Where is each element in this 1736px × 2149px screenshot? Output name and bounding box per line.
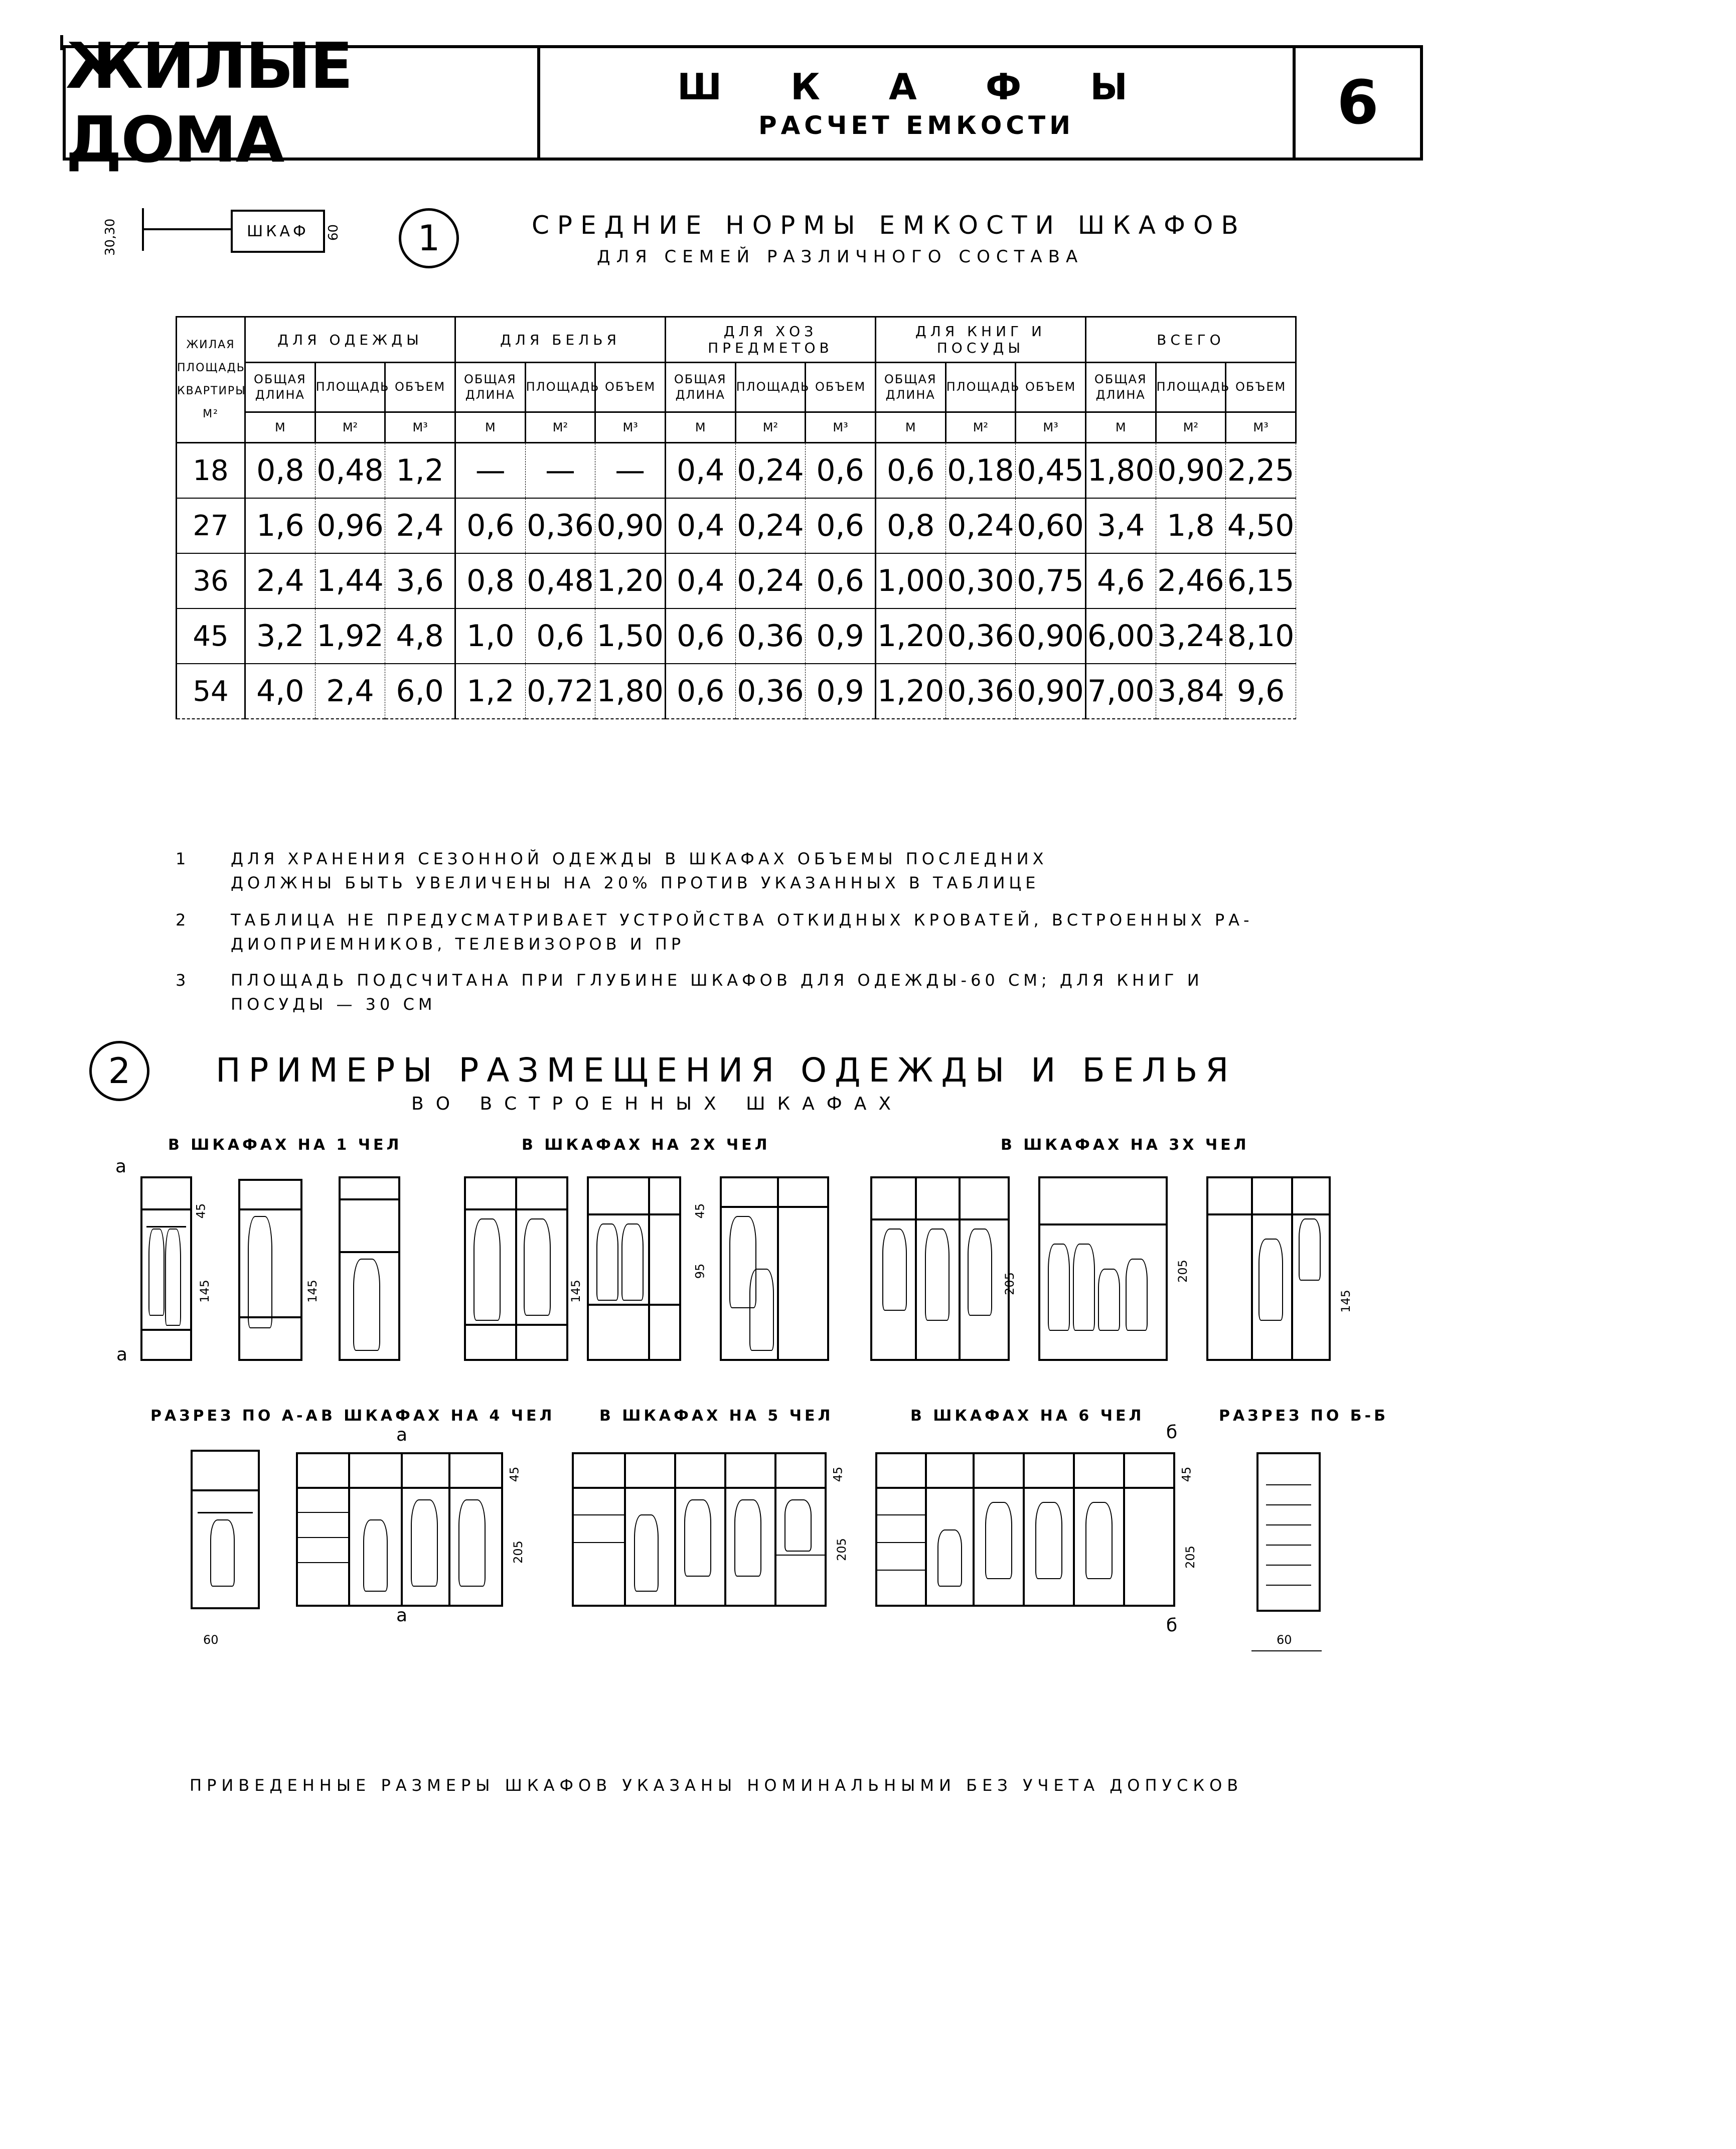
column-unit: М <box>665 412 735 443</box>
column-subheader: ПЛОЩАДЬ <box>525 363 595 412</box>
norms-table <box>176 316 1297 719</box>
legend-line <box>143 228 231 230</box>
document-title: ЖИЛЫЕ ДОМА <box>66 29 352 177</box>
table-cell: 3,24 <box>1156 608 1226 664</box>
table-cell: 0,4 <box>665 498 735 553</box>
note-line: ДЛЯ ХРАНЕНИЯ СЕЗОННОЙ ОДЕЖДЫ В ШКАФАХ ОБЪЕМЫ ПОСЛЕДНИХ <box>231 849 1048 868</box>
table-cell: 0,6 <box>806 498 876 553</box>
dim-145: 145 <box>568 1280 583 1303</box>
table-cell: 1,50 <box>595 608 666 664</box>
table-cell: 0,6 <box>525 608 595 664</box>
wardrobe-3c <box>1206 1176 1331 1361</box>
table-cell: 1,0 <box>455 608 525 664</box>
column-subheader: ОБЩАЯ ДЛИНА <box>455 363 525 412</box>
table-cell: 3,4 <box>1085 498 1156 553</box>
table-cell: 0,9 <box>806 608 876 664</box>
column-subheader: ПЛОЩАДЬ <box>735 363 806 412</box>
table-row <box>177 498 1296 553</box>
table-cell: 0,24 <box>945 498 1016 553</box>
note-line: ТАБЛИЦА НЕ ПРЕДУСМАТРИВАЕТ УСТРОЙСТВА ОТКИДНЫХ КРОВАТЕЙ, ВСТРОЕННЫХ РА- <box>231 910 1253 930</box>
row-area-cell: 36 <box>177 553 245 608</box>
table-cell: 1,2 <box>385 443 455 499</box>
section1-title: СРЕДНИЕ НОРМЫ ЕМКОСТИ ШКАФОВ <box>532 211 1246 240</box>
dim-60-a: 60 <box>203 1633 219 1647</box>
table-cell: 0,48 <box>315 443 385 499</box>
wardrobe-2a <box>464 1176 568 1361</box>
column-subheader: ОБЪЕМ <box>385 363 455 412</box>
section-cell <box>540 48 1296 158</box>
column-subheader: ОБЩАЯ ДЛИНА <box>245 363 315 412</box>
table-cell: 1,80 <box>595 664 666 719</box>
column-unit: М² <box>315 412 385 443</box>
table-cell: 6,00 <box>1085 608 1156 664</box>
table-cell: 1,20 <box>875 608 945 664</box>
column-unit: М <box>1085 412 1156 443</box>
wardrobe-6 <box>875 1452 1175 1607</box>
table-cell: 0,6 <box>665 664 735 719</box>
area-header-line: ЖИЛАЯ <box>186 338 235 351</box>
note-line: ДОЛЖНЫ БЫТЬ УВЕЛИЧЕНЫ НА 20% ПРОТИВ УКАЗАННЫХ В ТАБЛИЦЕ <box>231 873 1040 892</box>
table-cell: 1,20 <box>595 553 666 608</box>
table-cell: 8,10 <box>1226 608 1296 664</box>
table-cell: 4,8 <box>385 608 455 664</box>
group-header-clothes: ДЛЯ ОДЕЖДЫ <box>245 317 455 363</box>
page-number: 6 <box>1337 68 1379 138</box>
marker-a-top: а <box>115 1156 127 1177</box>
table-cell: 1,20 <box>875 664 945 719</box>
caption-5-person: В ШКАФАХ НА 5 ЧЕЛ <box>599 1407 834 1425</box>
table-cell: 0,90 <box>1016 608 1086 664</box>
table-cell: — <box>525 443 595 499</box>
table-cell: 1,2 <box>455 664 525 719</box>
column-subheader: ОБЩАЯ ДЛИНА <box>875 363 945 412</box>
table-cell: 0,9 <box>806 664 876 719</box>
column-subheader: ОБЪЕМ <box>1016 363 1086 412</box>
table-cell: 0,6 <box>806 553 876 608</box>
table-cell: 2,46 <box>1156 553 1226 608</box>
table-cell: 0,72 <box>525 664 595 719</box>
table-cell: 0,24 <box>735 553 806 608</box>
group-header-total: ВСЕГО <box>1085 317 1296 363</box>
title-block <box>63 29 1423 177</box>
dim-45: 45 <box>194 1203 208 1219</box>
table-cell: 1,00 <box>875 553 945 608</box>
column-unit: М² <box>525 412 595 443</box>
table-row <box>177 553 1296 608</box>
dim-95: 95 <box>693 1263 707 1279</box>
note-line: ПЛОЩАДЬ ПОДСЧИТАНА ПРИ ГЛУБИНЕ ШКАФОВ ДЛЯ ОДЕЖДЫ-60 СМ; ДЛЯ КНИГ И <box>231 971 1203 990</box>
column-subheader: ОБЪЕМ <box>806 363 876 412</box>
area-header-line: М² <box>203 408 219 421</box>
row-area-cell: 45 <box>177 608 245 664</box>
table-cell: 0,24 <box>735 443 806 499</box>
dim-205: 205 <box>1175 1260 1190 1283</box>
table-cell: 6,0 <box>385 664 455 719</box>
table-cell: 9,6 <box>1226 664 1296 719</box>
note-1 <box>176 847 1048 895</box>
footer-note: ПРИВЕДЕННЫЕ РАЗМЕРЫ ШКАФОВ УКАЗАНЫ НОМИНАЛЬНЫМИ БЕЗ УЧЕТА ДОПУСКОВ <box>190 1776 1243 1795</box>
column-subheader: ОБЩАЯ ДЛИНА <box>1085 363 1156 412</box>
section2-subtitle: ВО ВСТРОЕННЫХ ШКАФАХ <box>411 1094 903 1114</box>
section-cut-b <box>1256 1452 1321 1612</box>
table-cell: 0,36 <box>735 664 806 719</box>
table-cell: 0,6 <box>455 498 525 553</box>
table-cell: 0,36 <box>945 608 1016 664</box>
area-header <box>177 317 245 443</box>
table-cell: 4,50 <box>1226 498 1296 553</box>
table-cell: 0,90 <box>595 498 666 553</box>
group-header-books: ДЛЯ КНИГ И ПОСУДЫ <box>875 317 1085 363</box>
caption-cut-a: РАЗРЕЗ ПО А-А <box>150 1407 321 1425</box>
wardrobe-3a <box>870 1176 1010 1361</box>
note-number: 1 <box>176 849 190 868</box>
wardrobe-5 <box>572 1452 827 1607</box>
column-subheader: ПЛОЩАДЬ <box>315 363 385 412</box>
table-cell: 0,48 <box>525 553 595 608</box>
table-cell: 6,15 <box>1226 553 1296 608</box>
marker-b-bottom: б <box>1166 1615 1178 1636</box>
table-cell: 7,00 <box>1085 664 1156 719</box>
table-cell: 1,92 <box>315 608 385 664</box>
table-cell: 0,8 <box>245 443 315 499</box>
group-header-linen: ДЛЯ БЕЛЬЯ <box>455 317 665 363</box>
dim-45: 45 <box>831 1466 845 1482</box>
dim-145: 145 <box>197 1280 212 1303</box>
marker-a-4-bottom: а <box>396 1605 408 1626</box>
table-cell: 0,36 <box>945 664 1016 719</box>
table-cell: 2,25 <box>1226 443 1296 499</box>
column-unit: М² <box>945 412 1016 443</box>
table-cell: 0,6 <box>806 443 876 499</box>
table-row <box>177 664 1296 719</box>
dim-60-b: 60 <box>1277 1633 1292 1647</box>
wardrobe-2b <box>587 1176 681 1361</box>
dim-205: 205 <box>511 1541 525 1564</box>
wardrobe-4 <box>296 1452 503 1607</box>
section1-number-text: 1 <box>417 218 440 259</box>
area-header-line: КВАРТИРЫ <box>177 385 246 397</box>
column-subheader: ПЛОЩАДЬ <box>945 363 1016 412</box>
wardrobe-1b <box>238 1179 302 1361</box>
wardrobe-3b <box>1038 1176 1168 1361</box>
row-area-cell: 27 <box>177 498 245 553</box>
table-cell: 0,45 <box>1016 443 1086 499</box>
marker-a-bottom: а <box>116 1344 128 1365</box>
table-cell: 0,24 <box>735 498 806 553</box>
table-cell: 3,84 <box>1156 664 1226 719</box>
dim-205: 205 <box>834 1538 849 1561</box>
wardrobe-2c <box>720 1176 829 1361</box>
table-cell: 0,18 <box>945 443 1016 499</box>
table-cell: 1,80 <box>1085 443 1156 499</box>
column-unit: М² <box>1156 412 1226 443</box>
column-unit: М² <box>735 412 806 443</box>
column-unit: М³ <box>806 412 876 443</box>
note-3 <box>176 968 1203 1016</box>
column-subheader: ОБЪЕМ <box>1226 363 1296 412</box>
column-subheader: ОБЪЕМ <box>595 363 666 412</box>
dim-205: 205 <box>1002 1272 1017 1295</box>
table-cell: 0,75 <box>1016 553 1086 608</box>
section-cut-a <box>191 1450 260 1609</box>
table-cell: 3,6 <box>385 553 455 608</box>
title-cell <box>66 29 540 177</box>
caption-3-person: В ШКАФАХ НА 3Х ЧЕЛ <box>1001 1136 1249 1154</box>
section-title: Ш К А Ф Ы <box>677 66 1156 108</box>
table-cell: 4,0 <box>245 664 315 719</box>
column-unit: М³ <box>1016 412 1086 443</box>
table-cell: 3,2 <box>245 608 315 664</box>
section2-number <box>89 1041 149 1101</box>
column-subheader: ОБЩАЯ ДЛИНА <box>665 363 735 412</box>
page-number-cell <box>1296 48 1420 158</box>
table-cell: 0,90 <box>1156 443 1226 499</box>
table-cell: 1,44 <box>315 553 385 608</box>
table-cell: 1,6 <box>245 498 315 553</box>
caption-cut-b: РАЗРЕЗ ПО Б-Б <box>1219 1407 1388 1425</box>
legend-label: ШКАФ <box>247 222 309 240</box>
dim-45: 45 <box>1179 1466 1194 1482</box>
caption-1-person: В ШКАФАХ НА 1 ЧЕЛ <box>168 1136 402 1154</box>
section1-subtitle: ДЛЯ СЕМЕЙ РАЗЛИЧНОГО СОСТАВА <box>597 247 1084 267</box>
table-cell: 0,4 <box>665 443 735 499</box>
column-unit: М³ <box>385 412 455 443</box>
table-cell: 0,96 <box>315 498 385 553</box>
marker-a-4: а <box>396 1425 408 1445</box>
caption-6-person: В ШКАФАХ НА 6 ЧЕЛ <box>910 1407 1145 1425</box>
legend-box <box>231 210 325 253</box>
row-area-cell: 54 <box>177 664 245 719</box>
dim-45: 45 <box>507 1466 522 1482</box>
dim-line-b <box>1251 1650 1322 1651</box>
table-cell: 2,4 <box>245 553 315 608</box>
legend-dim-left: 30,30 <box>103 218 118 256</box>
caption-4-person: В ШКАФАХ НА 4 ЧЕЛ <box>321 1407 555 1425</box>
table-cell: 0,8 <box>875 498 945 553</box>
table-cell: 4,6 <box>1085 553 1156 608</box>
row-area-cell: 18 <box>177 443 245 499</box>
column-subheader: ПЛОЩАДЬ <box>1156 363 1226 412</box>
table-cell: 0,30 <box>945 553 1016 608</box>
note-line: ПОСУДЫ — 30 СМ <box>231 995 436 1014</box>
dim-205: 205 <box>1183 1546 1197 1569</box>
table-cell: 0,36 <box>735 608 806 664</box>
note-number: 2 <box>176 910 190 930</box>
table-cell: 0,6 <box>665 608 735 664</box>
table-cell: 0,4 <box>665 553 735 608</box>
table-cell: 2,4 <box>315 664 385 719</box>
table-cell: 0,60 <box>1016 498 1086 553</box>
column-unit: М <box>455 412 525 443</box>
column-unit: М³ <box>1226 412 1296 443</box>
note-line: ДИОПРИЕМНИКОВ, ТЕЛЕВИЗОРОВ И ПР <box>231 935 685 954</box>
note-number: 3 <box>176 971 190 990</box>
dim-145: 145 <box>1338 1290 1353 1313</box>
table-cell: 0,8 <box>455 553 525 608</box>
dim-145: 145 <box>305 1280 320 1303</box>
table-cell: 0,36 <box>525 498 595 553</box>
column-unit: М³ <box>595 412 666 443</box>
table-cell: — <box>455 443 525 499</box>
dim-45: 45 <box>693 1203 707 1219</box>
column-unit: М <box>875 412 945 443</box>
section-subtitle: РАСЧЕТ ЕМКОСТИ <box>758 111 1075 140</box>
table-cell: 2,4 <box>385 498 455 553</box>
group-header-household: ДЛЯ ХОЗ ПРЕДМЕТОВ <box>665 317 875 363</box>
column-unit: М <box>245 412 315 443</box>
caption-2-person: В ШКАФАХ НА 2Х ЧЕЛ <box>522 1136 770 1154</box>
wardrobe-1a <box>140 1176 192 1361</box>
table-cell: 1,8 <box>1156 498 1226 553</box>
table-row <box>177 608 1296 664</box>
wardrobe-1c <box>339 1176 400 1361</box>
section2-title: ПРИМЕРЫ РАЗМЕЩЕНИЯ ОДЕЖДЫ И БЕЛЬЯ <box>216 1051 1237 1090</box>
note-2 <box>176 908 1253 956</box>
area-header-line: ПЛОЩАДЬ <box>177 361 245 374</box>
table-cell: 0,6 <box>875 443 945 499</box>
marker-b-top: б <box>1166 1422 1178 1443</box>
legend-dim-right: 60 <box>326 224 341 241</box>
table-row <box>177 443 1296 499</box>
table-cell: — <box>595 443 666 499</box>
section2-number-text: 2 <box>108 1050 131 1092</box>
section1-number <box>399 208 459 268</box>
table-cell: 0,90 <box>1016 664 1086 719</box>
